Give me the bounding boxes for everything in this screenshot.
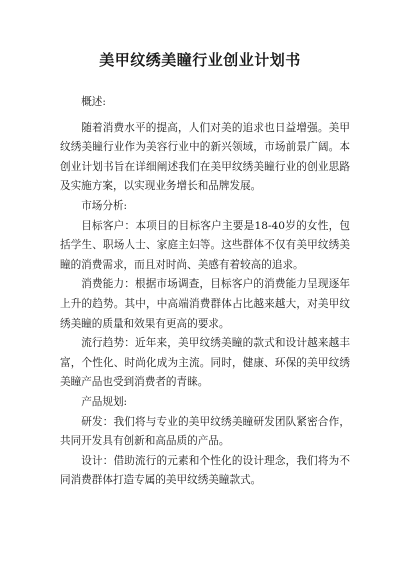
paragraph-rnd: 研发：我们将与专业的美甲纹绣美瞳研发团队紧密合作，共同开发具有创新和高品质的产品。 <box>60 415 350 448</box>
document-body <box>60 93 350 491</box>
paragraph-spending-power: 消费能力：根据市场调查，目标客户的消费能力呈现逐年上升的趋势。其中，中高端消费群体占比越来越大，对美甲纹绣美瞳的质量和效果有更高的要求。 <box>60 278 350 330</box>
section-heading-market: 市场分析: <box>81 199 128 212</box>
section-heading-product: 产品规划: <box>81 395 128 408</box>
document-title: 美甲纹绣美瞳行业创业计划书 <box>99 51 301 69</box>
paragraph-target-customers: 目标客户：本项目的目标客户主要是18-40岁的女性，包括学生、职场人士、家庭主妇等。这些群体不仅有美甲纹绣美瞳的消费需求，而且对时尚、美感有着较高的追求。 <box>60 219 350 271</box>
paragraph-overview: 随着消费水平的提高，人们对美的追求也日益增强。美甲纹绣美瞳行业作为美容行业中的新兴领域，市场前景广阔。本创业计划书旨在详细阐述我们在美甲纹绣美瞳行业的创业思路及实施方案，以实现业务增长和品牌发展。 <box>60 121 350 193</box>
paragraph-design: 设计：借助流行的元素和个性化的设计理念，我们将为不同消费群体打造专属的美甲纹绣美瞳款式。 <box>60 454 350 487</box>
section-heading-overview: 概述: <box>81 96 106 108</box>
paragraph-trends: 流行趋势：近年来，美甲纹绣美瞳的款式和设计越来越丰富，个性化、时尚化成为主流。同时，健康、环保的美甲纹绣美瞳产品也受到消费者的青睐。 <box>60 337 350 389</box>
